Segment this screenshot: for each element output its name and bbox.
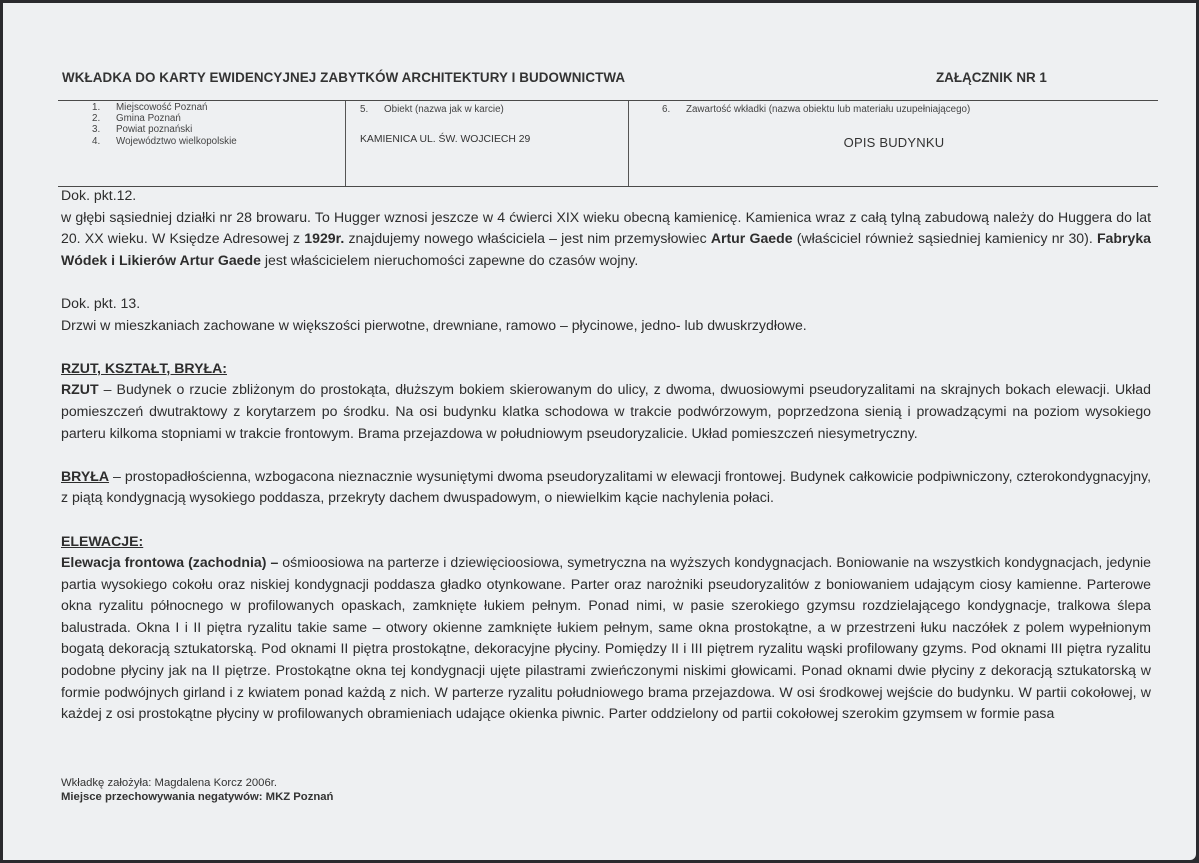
- section-heading-pkt12: Dok. pkt.12.: [61, 187, 137, 203]
- content-cell: [628, 101, 1159, 186]
- negatives-location: Miejsce przechowywania negatywów: MKZ Poznań: [61, 790, 334, 803]
- content-name: OPIS BUDYNKU: [843, 135, 945, 150]
- paragraph-elewacja: Elewacja frontowa (zachodnia) – ośmioosiowa na parterze i dziewięcioosiowa, symetryczna na wyższych kondygnacjach. Boniowanie na wszystkich kondygnacjach, jedynie partia wysokiego cokołu oraz niskiej kondygnacji poddasza gładko otynkowane. Parter oraz narożniki pseudoryzalitów z boniowaniem udającym ciosy kamienne. Parterowe okna ryzalitu północnego w profilowanych opaskach, zamknięte łukiem pełnym. Ponad nimi, w pasie szerokiego gzymsu rozdzielającego kondygnacje, tralkowa ślepa balustrada. Okna I i II piętra ryzalitu takie same – otwory okienne zamknięte łukiem pełnym, same okna prostokątne, a w przestrzeni łuku naczółek z polem wypełnionym bogatą dekoracją sztukatorską. Pod oknami II piętra prostokątne, dekoracyjne płyciny. Pomiędzy II i III piętrem ryzalitu wąski profilowany gzyms. Pod oknami III piętra ryzalitu podobne płyciny jak na II piętrze. Prostokątne okna tej kondygnacji ujęte pilastrami zwieńczonymi niskimi głowicami. Ponad oknami dwie płyciny z dekoracją sztukatorską w formie podwójnych girland i z kwiatem ponad każdą z nich. W parterze ryzalitu południowego brama przejazdowa. W osi środkowej wejście do budynku. W partii cokołowej, w każdej z osi prostokątne płyciny w profilowanych obramieniach udające okienka piwnic. Parter oddzielony od partii cokołowej szerokim gzymsem w formie pasa: [61, 554, 1151, 722]
- emphasis-text: 1929r.: [304, 230, 345, 247]
- emphasis-text: Artur Gaede: [710, 230, 793, 247]
- location-item: 1. Miejscowość Poznań: [92, 102, 208, 113]
- emphasis-text: BRYŁA: [61, 467, 110, 484]
- metadata-table: [58, 100, 1158, 187]
- content-label: 6. Zawartość wkładki (nazwa obiektu lub materiału uzupełniającego): [662, 104, 971, 115]
- section-heading-elewacje: ELEWACJE:: [61, 532, 144, 549]
- location-list: [92, 102, 237, 147]
- document-page: [3, 3, 1196, 860]
- object-name: KAMIENICA UL. ŚW. WOJCIECH 29: [360, 134, 531, 145]
- paragraph-rzut: RZUT – Budynek o rzucie zbliżonym do prostokąta, dłuższym bokiem skierowanym do ulicy, z dwoma, dwuosiowymi pseudoryzalitami na skrajnych bokach elewacji. Układ pomieszczeń dwutraktowy z korytarzem po środku. Na osi budynku klatka schodowa w trakcie podwórzowym, poprzedzona sienią i prowadzącymi na poziom wysokiego parteru kilkoma stopniami w trakcie frontowym. Brama przejazdowa w południowym pseudoryzalicie. Układ pomieszczeń niesymetryczny.: [61, 381, 1151, 441]
- document-body: [61, 185, 1151, 725]
- location-item: 4. Województwo wielkopolskie: [92, 135, 237, 147]
- annex-label: ZAŁĄCZNIK NR 1: [936, 70, 1047, 85]
- object-label: 5. Obiekt (nazwa jak w karcie): [360, 104, 504, 115]
- paragraph-bryla: BRYŁA – prostopadłościenna, wzbogacona nieznacznie wysuniętymi dwoma pseudoryzalitami w elewacji frontowej. Budynek całkowicie podpiwniczony, czterokondygnacyjny, z piątą kondygnacją wysokiego poddasza, przekryty dachem dwuspadowym, o niewielkim kącie nachylenia połaci.: [61, 467, 1151, 506]
- location-cell: [58, 101, 345, 186]
- section-heading-rzut: RZUT, KSZTAŁT, BRYŁA:: [61, 359, 227, 376]
- emphasis-text: RZUT: [61, 381, 99, 398]
- object-cell: [345, 101, 629, 186]
- paragraph-pkt13: Drzwi w mieszkaniach zachowane w większości pierwotne, drewniane, ramowo – płycinowe, jedno- lub dwuskrzydłowe.: [61, 316, 807, 333]
- paragraph-pkt12: w głębi sąsiedniej działki nr 28 browaru. To Hugger wznosi jeszcze w 4 ćwierci XIX wieku obecną kamienicę. Kamienica wraz z całą tylną zabudową należy do Huggera do lat 20. XX wieku. W Księdze Adresowej z 1929r. znajdujemy nowego właściciela – jest nim przemysłowiec Artur Gaede (właściciel również sąsiedniej kamienicy nr 30). Fabryka Wódek i Likierów Artur Gaede jest właścicielem nieruchomości zapewne do czasów wojny.: [61, 208, 1151, 268]
- location-item: 2. Gmina Poznań: [92, 113, 181, 125]
- location-item: 3. Powiat poznański: [92, 124, 193, 136]
- emphasis-text: Fabryka Wódek i Likierów Artur Gaede: [61, 230, 1151, 268]
- emphasis-text: Elewacja frontowa (zachodnia) –: [61, 554, 279, 571]
- author-note: Wkładkę założyła: Magdalena Korcz 2006r.: [61, 777, 278, 789]
- document-title: WKŁADKA DO KARTY EWIDENCYJNEJ ZABYTKÓW ARCHITEKTURY I BUDOWNICTWA: [62, 70, 626, 85]
- document-footer: [61, 777, 333, 804]
- section-heading-pkt13: Dok. pkt. 13.: [61, 294, 141, 311]
